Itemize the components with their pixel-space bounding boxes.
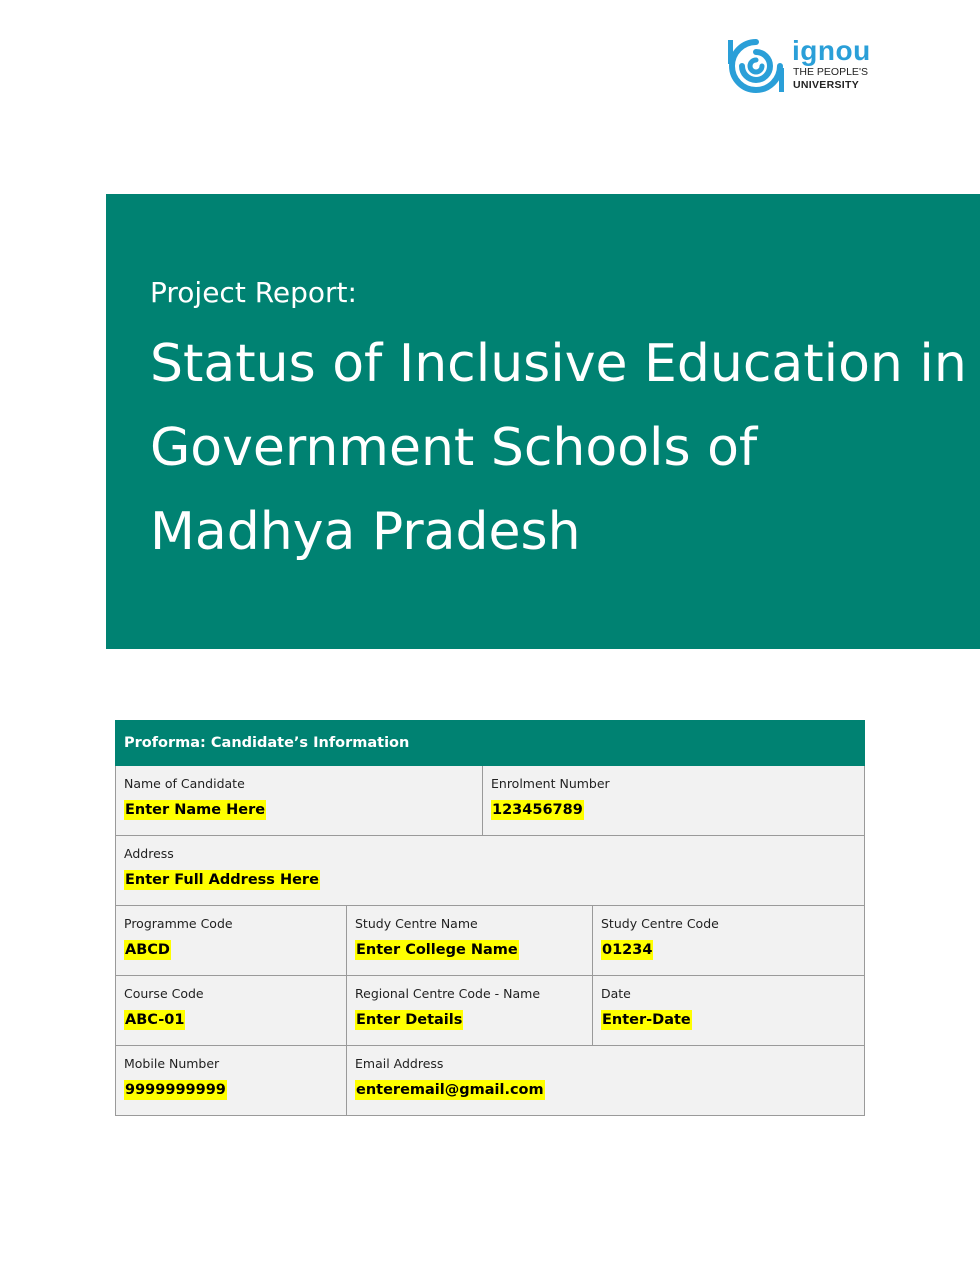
table-row [116,836,865,906]
report-title: Status of Inclusive Education in Government Schools of Madhya Pradesh [150,334,967,562]
study-centre-name-cell [347,906,593,976]
ignou-emblem-icon [724,36,788,96]
course-code-value: ABC-01 [125,1012,185,1028]
date-cell [593,976,865,1046]
name-label: Name of Candidate [124,776,245,791]
enrolment-value: 123456789 [492,802,583,818]
programme-code-value: ABCD [125,942,170,958]
course-code-cell [116,976,347,1046]
name-cell [116,766,483,836]
table-row [116,766,865,836]
programme-code-cell [116,906,347,976]
mobile-label: Mobile Number [124,1056,220,1071]
table-row [116,976,865,1046]
report-subtitle: Project Report: [150,276,357,309]
table-row [116,1046,865,1116]
address-value: Enter Full Address Here [125,872,319,888]
proforma-table [115,720,865,1116]
table-row [116,906,865,976]
proforma-header-row [116,721,865,766]
course-code-label: Course Code [124,986,204,1001]
ignou-logo [724,36,874,100]
study-centre-code-label: Study Centre Code [601,916,719,931]
mobile-value: 9999999999 [125,1082,226,1098]
email-cell [347,1046,865,1116]
enrolment-label: Enrolment Number [491,776,610,791]
regional-centre-value: Enter Details [356,1012,463,1028]
date-label: Date [601,986,631,1001]
address-cell [116,836,865,906]
logo-wordmark: ignou [792,35,871,66]
study-centre-code-value: 01234 [602,942,653,958]
study-centre-name-value: Enter College Name [356,942,518,958]
regional-centre-label: Regional Centre Code - Name [355,986,541,1001]
address-label: Address [124,846,174,861]
email-value: enteremail@gmail.com [356,1082,544,1098]
enrolment-cell [483,766,865,836]
mobile-cell [116,1046,347,1116]
name-value: Enter Name Here [125,802,266,818]
proforma-heading: Proforma: Candidate’s Information [116,721,865,766]
logo-tagline-1: THE PEOPLE'S [793,66,868,78]
date-value: Enter-Date [602,1012,691,1028]
email-label: Email Address [355,1056,444,1071]
logo-tagline-2: UNIVERSITY [793,79,860,91]
regional-centre-cell [347,976,593,1046]
programme-code-label: Programme Code [124,916,233,931]
study-centre-name-label: Study Centre Name [355,916,478,931]
study-centre-code-cell [593,906,865,976]
title-banner [106,194,980,649]
